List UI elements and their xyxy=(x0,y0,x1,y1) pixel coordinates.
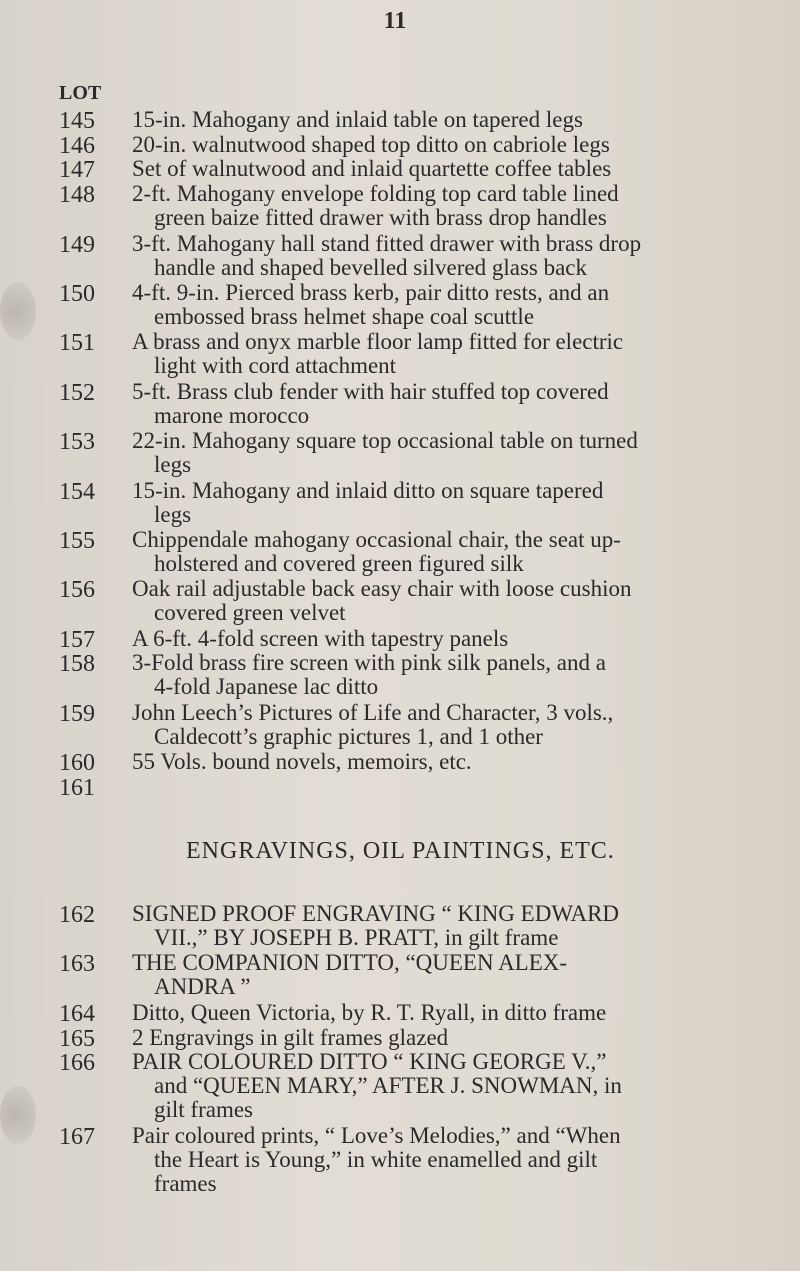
lot-description-line: 2 Engravings in gilt frames glazed xyxy=(132,1024,449,1050)
lot-number: 150 xyxy=(59,280,95,307)
lot-description xyxy=(132,380,792,428)
lot-number: 165 xyxy=(59,1025,95,1052)
lot-number: 167 xyxy=(59,1124,95,1151)
lot-description-line: John Leech’s Pictures of Life and Character, 3 vols., xyxy=(132,699,614,725)
lot-description-line: Oak rail adjustable back easy chair with loose cushion xyxy=(132,576,632,602)
lot-description xyxy=(132,528,792,576)
lot-number: 157 xyxy=(59,626,95,653)
lot-description xyxy=(132,701,792,749)
lot-description xyxy=(132,429,792,477)
lot-description-line: 15-in. Mahogany and inlaid ditto on square tapered xyxy=(132,477,604,503)
lot-number: 148 xyxy=(59,182,95,209)
lot-description-line: 3-Fold brass fire screen with pink silk panels, and a xyxy=(132,650,606,676)
lot-number: 161 xyxy=(59,774,95,801)
lot-description xyxy=(132,479,792,527)
lot-number: 146 xyxy=(59,132,95,159)
lot-number: 149 xyxy=(59,231,95,258)
lot-description-line: embossed brass helmet shape coal scuttle xyxy=(154,303,535,329)
lot-description xyxy=(132,108,792,132)
lot-description-line: SIGNED PROOF ENGRAVING “ KING EDWARD xyxy=(132,901,620,926)
lot-description-line: 2-ft. Mahogany envelope folding top card table lined xyxy=(132,181,619,207)
lot-description-line: 4-ft. 9-in. Pierced brass kerb, pair ditto rests, and an xyxy=(132,279,610,305)
lot-description xyxy=(132,133,792,157)
lot-description-line: THE COMPANION DITTO, “QUEEN ALEX- xyxy=(132,950,568,976)
lot-description xyxy=(132,651,792,699)
lot-description-line: Ditto, Queen Victoria, by R. T. Ryall, in ditto frame xyxy=(132,999,607,1025)
lot-number: 163 xyxy=(59,951,95,978)
lot-description-line: 20-in. walnutwood shaped top ditto on cabriole legs xyxy=(132,131,610,157)
lot-number: 159 xyxy=(59,700,95,727)
lot-number: 151 xyxy=(59,330,95,357)
lot-description-line: and “QUEEN MARY,” AFTER J. SNOWMAN, in xyxy=(154,1073,622,1099)
lot-description-line: Caldecott’s graphic pictures 1, and 1 other xyxy=(154,723,543,749)
lot-description-line: PAIR COLOURED DITTO “ KING GEORGE V.,” xyxy=(132,1049,607,1075)
lot-description-line: frames xyxy=(154,1171,217,1197)
lot-description xyxy=(132,1001,792,1025)
lot-description xyxy=(132,577,792,625)
lot-description xyxy=(132,1050,792,1122)
lot-description-line: gilt frames xyxy=(154,1097,253,1123)
lot-number: 164 xyxy=(59,1000,95,1027)
section-heading: ENGRAVINGS, OIL PAINTINGS, ETC. xyxy=(186,838,615,864)
lot-description xyxy=(132,182,792,230)
lot-description xyxy=(132,1124,792,1196)
lot-number: 160 xyxy=(59,750,95,777)
lot-description xyxy=(132,232,792,280)
lot-description-line: ANDRA ” xyxy=(154,974,251,1000)
lot-column-header: LOT xyxy=(59,82,102,104)
lot-description-line: A 6-ft. 4-fold screen with tapestry panels xyxy=(132,625,509,651)
lot-description-line: Chippendale mahogany occasional chair, the seat up- xyxy=(132,526,621,552)
lot-description-line: Set of walnutwood and inlaid quartette coffee tables xyxy=(132,156,612,182)
lot-number: 162 xyxy=(59,902,95,928)
lot-number: 155 xyxy=(59,527,95,554)
lot-description-line: Pair coloured prints, “ Love’s Melodies,” and “When xyxy=(132,1123,621,1149)
lot-description-line: light with cord attachment xyxy=(154,353,397,379)
lot-description xyxy=(132,157,792,181)
lot-description-line: marone morocco xyxy=(154,402,310,428)
lot-number: 158 xyxy=(59,651,95,678)
lot-description-line: 5-ft. Brass club fender with hair stuffed top covered xyxy=(132,378,609,404)
lot-description xyxy=(132,750,792,774)
lot-description xyxy=(132,902,792,950)
lot-description-line: 15-in. Mahogany and inlaid table on tapered legs xyxy=(132,107,583,132)
lot-description xyxy=(132,951,792,999)
lot-number: 154 xyxy=(59,478,95,505)
lot-description xyxy=(132,330,792,378)
lot-description-line: 55 Vols. bound novels, memoirs, etc. xyxy=(132,749,472,775)
lot-description-line: 3-ft. Mahogany hall stand fitted drawer with brass drop xyxy=(132,230,642,256)
lot-number: 147 xyxy=(59,157,95,184)
lot-description-line: legs xyxy=(154,452,192,478)
lot-description-line: holstered and covered green figured silk xyxy=(154,550,524,576)
lot-description-line: VII.,” BY JOSEPH B. PRATT, in gilt frame xyxy=(154,925,559,950)
punch-hole xyxy=(0,1086,36,1144)
lot-number: 145 xyxy=(59,108,95,134)
lot-description-line: handle and shaped bevelled silvered glass back xyxy=(154,254,588,280)
lot-description-line: legs xyxy=(154,501,192,527)
lot-description xyxy=(132,627,792,651)
punch-hole xyxy=(0,282,36,340)
lot-description-line: 4-fold Japanese lac ditto xyxy=(154,674,379,700)
lot-number: 166 xyxy=(59,1050,95,1077)
lot-number: 156 xyxy=(59,577,95,604)
lot-description-line: the Heart is Young,” in white enamelled and gilt xyxy=(154,1147,598,1173)
lot-description-line: green baize fitted drawer with brass drop handles xyxy=(154,205,607,231)
lot-description-line: 22-in. Mahogany square top occasional table on turned xyxy=(132,428,638,454)
lot-description-line: A brass and onyx marble floor lamp fitted for electric xyxy=(132,329,624,355)
lot-description-line: covered green velvet xyxy=(154,600,346,626)
lot-number: 153 xyxy=(59,429,95,456)
lot-number: 152 xyxy=(59,379,95,406)
lot-description xyxy=(132,1026,792,1050)
lot-description xyxy=(132,281,792,329)
page-number: 11 xyxy=(383,8,407,34)
